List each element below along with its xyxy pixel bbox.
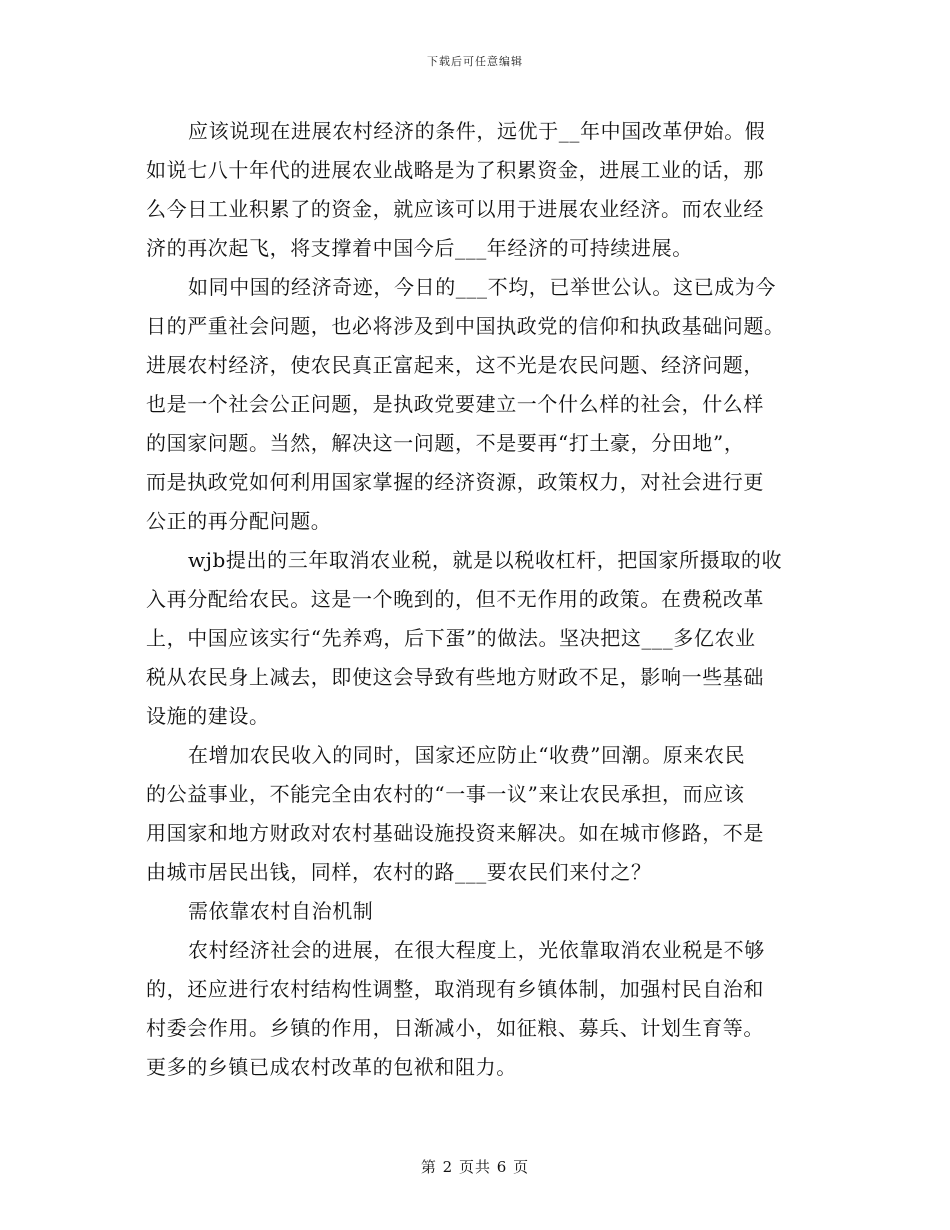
paragraph-line: 税从农民身上减去，即使这会导致有些地方财政不足，影响一些基础 [146, 665, 764, 689]
paragraph-line: 农村经济社会的进展，在很大程度上，光依靠取消农业税是不够 [188, 938, 765, 962]
paragraph-line: 用国家和地方财政对农村基础设施投资来解决。如在城市修路，不是 [146, 821, 764, 845]
paragraph-line: 更多的乡镇已成农村改革的包袱和阻力。 [146, 1055, 517, 1079]
page-footer: 第 2 页共 6 页 [420, 1158, 530, 1176]
paragraph-line: 由城市居民出钱，同样，农村的路___要农民们来付之？ [146, 860, 652, 884]
page-header: 下载后可任意编辑 [427, 55, 523, 68]
paragraph-line: 设施的建设。 [146, 704, 270, 728]
paragraph-line: 如说七八十年代的进展农业战略是为了积累资金，进展工业的话，那 [146, 158, 764, 182]
paragraph-line: 日的严重社会问题，也必将涉及到中国执政党的信仰和执政基础问题。 [146, 314, 785, 338]
paragraph-line: 的国家问题。当然，解决这一问题，不是要再“打土豪，分田地”， [146, 431, 745, 455]
paragraph-line: 的公益事业，不能完全由农村的“一事一议”来让农民承担，而应该 [146, 782, 745, 806]
paragraph-line: 么今日工业积累了的资金，就应该可以用于进展农业经济。而农业经 [146, 197, 764, 221]
paragraph-line: 的，还应进行农村结构性调整，取消现有乡镇体制，加强村民自治和 [146, 977, 764, 1001]
paragraph-line: 而是执政党如何利用国家掌握的经济资源，政策权力，对社会进行更 [146, 470, 764, 494]
paragraph-line: 进展农村经济，使农民真正富起来，这不光是农民问题、经济问题， [146, 353, 764, 377]
paragraph-line: 公正的再分配问题。 [146, 509, 332, 533]
section-heading: 需依靠农村自治机制 [188, 899, 374, 923]
paragraph-line: 也是一个社会公正问题，是执政党要建立一个什么样的社会，什么样 [146, 392, 764, 416]
paragraph-line: 上，中国应该实行“先养鸡，后下蛋”的做法。坚决把这___多亿农业 [146, 626, 756, 650]
paragraph-line: 入再分配给农民。这是一个晚到的，但不无作用的政策。在费税改革 [146, 587, 764, 611]
paragraph-line: 应该说现在进展农村经济的条件，远优于__年中国改革伊始。假 [188, 119, 766, 143]
paragraph-line: 如同中国的经济奇迹，今日的___不均，已举世公认。这已成为今 [188, 275, 776, 299]
paragraph-line: 村委会作用。乡镇的作用，日渐减小，如征粮、募兵、计划生育等。 [146, 1016, 764, 1040]
paragraph-line: wjb提出的三年取消农业税，就是以税收杠杆，把国家所摄取的收 [188, 548, 783, 572]
body-text [146, 112, 814, 1087]
paragraph-line: 在增加农民收入的同时，国家还应防止“收费”回潮。原来农民 [188, 743, 746, 767]
paragraph-line: 济的再次起飞，将支撑着中国今后___年经济的可持续进展。 [146, 236, 693, 260]
